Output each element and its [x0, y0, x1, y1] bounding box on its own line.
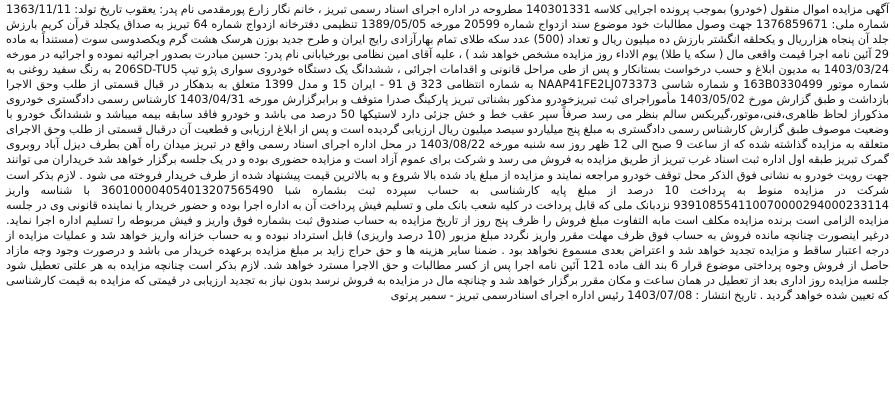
auction-notice-body: آگهی مزایده اموال منقول (خودرو) بموجب پرونده اجرایی کلاسه 140301331 مطروحه در اداره اجرای اسناد رسمی تبریز ، خانم نگار زارع پورمقدمی نام پدر: یعقوب تاریخ تولد: 1363/11/11 شماره ملی: 1376859671 جهت وصول مطالبات خود موضوع سند ازدواج شماره 20599 مورخه 1389/05/05 تنظیمی دفترخانه ازدواج شماره 64 تبریز به صداق یکجلد قرآن کریم بارزش جلد آن پنجاه هزارریال و یکحلقه انگشتر بارزش ده میلیون ریال و تعداد (500) عدد سکه طلای تمام بهارآزادی رایج ایران و طرح جدید بوزن هرسک هشت گرم ویکصدوسی سوت (مستنداً به ماده 29 آئین نامه اجرا قیمت واقعی مال ( سکه یا طلا) یوم الاداء روز مزایده مشخص خواهد شد ) ، علیه آقای امین نظامی بورخیابانی نام پدر: حسین مبادرت بصدور اجرائیه نموده و اجرائیه در مورخه 1403/03/24 به مدیون ابلاغ و حسب درخواست بستانکار و پس از طی مراحل قانونی و اقدامات اجرائی ، ششدانگ یک دستگاه خودروی سواری پژو تیپ 206SD-TU5 به رنگ سفید روغنی به شماره موتور 163B0330499 و شماره شاسی NAAP41FE2LJ073373 به شماره انتظامی 323 ق 91 - ایران 15 و مدل 1399 متعلق به بدهکار در قبال قسمتی از طلب وحق الاجرا بازداشت و طبق گزارش مورخ 1403/05/02 مأموراجرای ثبت تبریزخودرو مذکور بشناتی تبریز پارکینگ صدرا متوقف و برابرگزارش مورخه 1403/04/31 کارشناس رسمی دادگستری خودروی مذکوراز لحاظ ظاهری،فنی،موتور،گیربکس سالم بنظر می رسد صرفاً سپر عقب خط و خش جزئی دارد لاستیکها 50 درصد می باشد و خودرو فاقد سابقه بیمه میباشد و ششدانگ خودرو با وضعیت موصوف طبق گزارش کارشناس رسمی دادگستری به مبلغ پنج میلیاردو سیصد میلیون ریال ارزیابی گردیده است و پس از ابلاغ ارزیابی و قطعیت آن درقبال قسمتی از طلب وحق الاجرای متعلقه به مزایده گذاشته شده که از ساعت 9 صبح الی 12 ظهر روز سه شنبه مورخه 1403/08/22 در محل اداره اجرای اسناد رسمی واقع در تبریز میدان راه آهن بطرف دیزل آباد روبروی گمرک تبریز طبقه اول اداره ثبت اسناد غرب تبریز از طریق مزایده به فروش می رسد و شرکت برای عموم آزاد است و مزایده حضوری بوده و در یک جلسه برگزار خواهد شد خریداران می توانند جهت رویت خودرو به نشانی فوق الذکر محل توقف خودرو مراجعه نمایند و مزایده از مبلغ یاد شده بالا شروع و به بالاترین قیمت پیشنهاد شده از طرف خریدار فروخته می شود . لازم بذکر است شرکت در مزایده منوط به پرداخت 10 درصد از مبلغ پایه کارشناسی به حساب سپرده ثبت بشماره شبا 360100004054013207565490 با شناسه واریز 939108554110070000294000233114 نزدبانک ملی که قابل پرداخت در کلیه شعب بانک ملی و تسلیم فیش پرداخت آن به اداره اجرا بوده و حضور خریدار یا نماینده قانونی وی در جلسه مزایده الزامی است برنده مزایده مکلف است مابه التفاوت مبلغ فروش را ظرف پنج روز از تاریخ مزایده به حساب صندوق ثبت بشماره فوق واریز و فیش مربوطه را تسلیم اداره اجرا نماید. درغیر اینصورت چنانچه مانده فروش به حساب فوق ظرف مهلت مقرر واریز نگردد مبلغ مزبور (10 درصد واریزی) قابل استرداد نبوده و به حساب خزانه واریز خواهد شد و عملیات مزایده از درجه اعتبار ساقط و مزایده تجدید خواهد شد و اعتراض بعدی مسموع نخواهد بود . ضمنا سایر هزینه ها و حق حراج زاید بر مبلغ مزایده برعهده خریدار می باشد و درصورت وجود وجه مازاد حاصل از فروش وجوه پرداختی موضوع قرار 6 بند الف ماده 121 آئین نامه اجرا پس از کسر مطالبات و حق الاجرا مسترد خواهد شد. لازم بذکر است چنانچه مزایده به هر علتی تعطیل شود جلسه مزایده روز اداری بعد از تعطیل در همان ساعت و مکان مقرر برگزار خواهد شد و چنانچه مال در مزایده به فروش نرسد بدون نیاز به تجدید ارزیابی در قیمتی که مزایده به قیمت کارشناسی که تعیین شده خواهد گردید . تاریخ انتشار : 1403/07/08 رئیس اداره اجرای اسنادرسمی تبریز - سمیر پرتوی [6, 3, 890, 302]
